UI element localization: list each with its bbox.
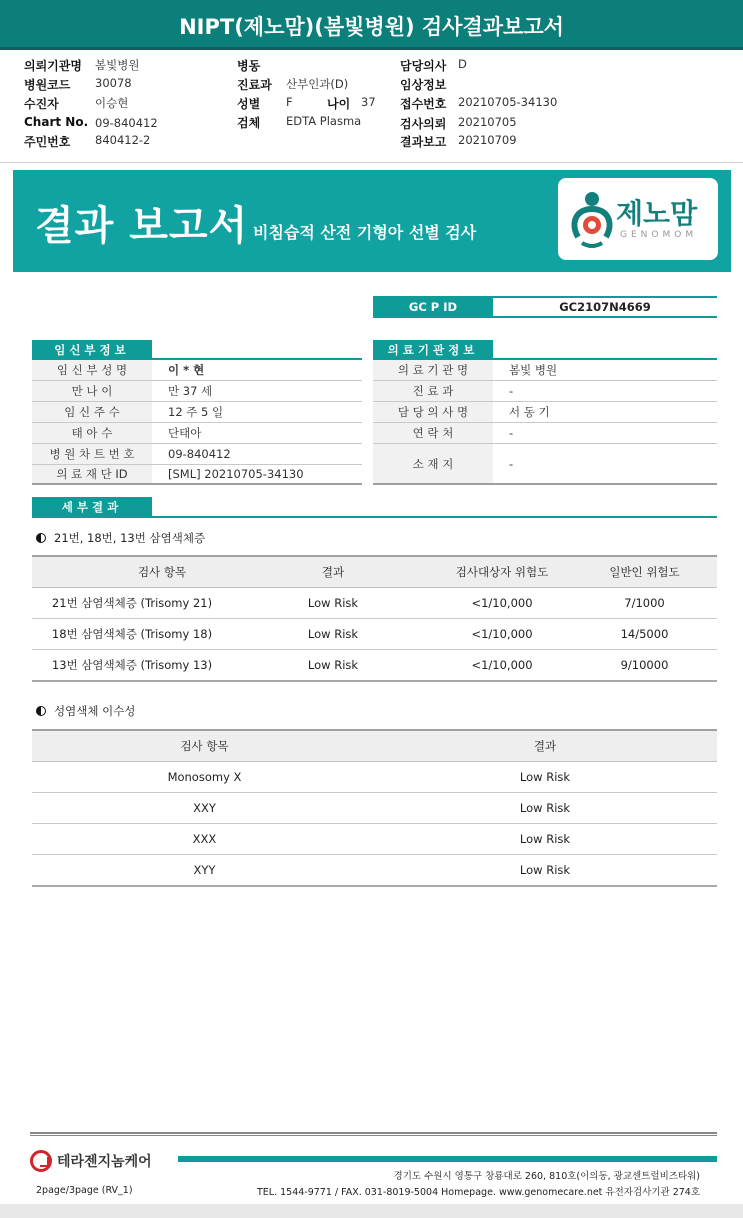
company-logo-icon — [30, 1150, 52, 1172]
table-row — [32, 444, 362, 465]
row-label: 의 료 기 관 명 — [397, 363, 469, 377]
cell: 9/10000 — [620, 658, 669, 672]
column-header: 결과 — [533, 739, 557, 753]
info-value: 봄빛병원 — [95, 58, 140, 72]
cell: 18번 삼염색체증 (Trisomy 18) — [51, 627, 213, 641]
gcp-id-box — [373, 296, 717, 318]
info-value: 09-840412 — [95, 116, 158, 130]
info-value: 20210705-34130 — [458, 95, 558, 109]
detail-results-line — [32, 516, 717, 518]
gcp-id-value: GC2107N4669 — [493, 296, 717, 318]
row-value: 서 동 기 — [509, 405, 550, 419]
genomom-logo — [558, 178, 718, 260]
info-label: 병원코드 — [24, 78, 71, 92]
column-header: 검사대상자 위험도 — [455, 565, 549, 579]
patient-info-block — [0, 0, 743, 160]
footer-accent-bar — [178, 1156, 717, 1162]
row-label: 임 신 부 성 명 — [56, 363, 128, 377]
divider — [0, 162, 743, 163]
banner-title: 결과 보고서 — [35, 203, 249, 249]
table-row — [32, 619, 717, 650]
pregnant-info-table — [32, 360, 362, 485]
cell: Low Risk — [519, 770, 571, 784]
company-name: 테라젠지놈케어 — [57, 1154, 152, 1170]
table-row — [32, 824, 717, 855]
table-row — [373, 423, 717, 444]
pregnant-info-tab: 임신부정보 — [32, 340, 152, 360]
half-circle-icon — [36, 706, 46, 716]
trisomy-heading-text: 21번, 18번, 13번 삼염색체증 — [54, 531, 206, 545]
info-label: Chart No. — [24, 115, 89, 129]
info-value: 840412-2 — [95, 133, 151, 147]
info-label: 담당의사 — [400, 59, 447, 73]
table-row — [32, 360, 362, 381]
logo-korean-text: 제노맘 — [616, 197, 698, 230]
info-value: 산부인과(D) — [286, 77, 349, 91]
table-row — [32, 793, 717, 824]
table-row — [32, 465, 362, 485]
company-logo — [30, 1150, 152, 1172]
cell: 7/1000 — [624, 596, 665, 610]
row-value: 이 * 현 — [168, 363, 205, 377]
cell: XYY — [193, 863, 216, 877]
row-value: - — [509, 426, 514, 440]
info-value: D — [458, 57, 467, 71]
report-title: NIPT(제노맘)(봄빛병원) 검사결과보고서 — [179, 15, 564, 39]
trisomy-heading — [36, 530, 205, 546]
table-row — [373, 402, 717, 423]
table-row — [373, 444, 717, 485]
row-label: 의 료 재 단 ID — [56, 467, 128, 481]
table-row — [32, 381, 362, 402]
row-value: 단태아 — [168, 426, 202, 440]
column-header: 검사 항목 — [180, 739, 229, 753]
row-value: 만 37 세 — [168, 384, 213, 398]
cell: Low Risk — [307, 596, 359, 610]
row-label: 태 아 수 — [71, 426, 113, 440]
table-header — [32, 729, 717, 762]
info-value: EDTA Plasma — [286, 114, 362, 128]
table-row — [32, 855, 717, 887]
row-value: 12 주 5 일 — [168, 405, 224, 419]
logo-english-text: GENOMOM — [620, 230, 698, 240]
row-label: 연 락 처 — [412, 426, 454, 440]
banner-subtitle: 비침습적 산전 기형아 선별 검사 — [253, 223, 477, 242]
sex-chromosome-table — [32, 729, 717, 887]
column-header: 일반인 위험도 — [609, 565, 680, 579]
info-value: 37 — [361, 95, 376, 109]
column-header: 결과 — [321, 565, 345, 579]
row-value: - — [509, 384, 514, 398]
info-value: 30078 — [95, 76, 132, 90]
table-row — [32, 650, 717, 682]
info-value: 20210709 — [458, 133, 517, 147]
info-label: 성별 — [237, 97, 261, 111]
genomom-logo-icon — [568, 187, 616, 251]
cell: <1/10,000 — [471, 596, 533, 610]
info-label: 검사의뢰 — [400, 117, 447, 131]
row-label: 소 재 지 — [412, 456, 454, 471]
sex-chromosome-heading — [36, 703, 135, 719]
info-label: 접수번호 — [400, 97, 447, 111]
footer-divider — [30, 1132, 717, 1134]
table-row — [32, 588, 717, 619]
row-label: 만 나 이 — [71, 384, 113, 398]
page-number: 2page/3page (RV_1) — [36, 1185, 133, 1196]
cell: Low Risk — [307, 658, 359, 672]
info-value: 20210705 — [458, 115, 517, 129]
info-value: F — [286, 95, 293, 109]
institution-info-tab: 의료기관정보 — [373, 340, 493, 360]
info-label: 수진자 — [24, 97, 59, 111]
info-label: 임상정보 — [400, 78, 447, 92]
row-value: - — [509, 456, 514, 471]
row-value: 09-840412 — [168, 447, 231, 461]
info-label: 결과보고 — [400, 135, 447, 149]
row-value: [SML] 20210705-34130 — [168, 467, 304, 481]
info-label: 나이 — [327, 97, 351, 111]
row-value: 봄빛 병원 — [509, 363, 558, 377]
cell: Low Risk — [519, 801, 571, 815]
detail-results-tab: 세부결과 — [32, 497, 152, 517]
row-label: 진 료 과 — [412, 384, 454, 398]
info-label: 주민번호 — [24, 135, 71, 149]
row-label: 병 원 차 트 번 호 — [49, 447, 135, 461]
info-label: 검체 — [237, 116, 261, 130]
half-circle-icon — [36, 533, 46, 543]
cell: Monosomy X — [167, 770, 242, 784]
bottom-edge — [0, 1204, 743, 1218]
cell: 13번 삼염색체증 (Trisomy 13) — [51, 658, 213, 672]
cell: Low Risk — [519, 832, 571, 846]
row-label: 임 신 주 수 — [64, 405, 120, 419]
info-value: 이승현 — [95, 96, 129, 110]
table-row — [32, 423, 362, 444]
info-label: 의뢰기관명 — [24, 59, 82, 73]
footer-divider — [30, 1135, 717, 1136]
column-header: 검사 항목 — [137, 565, 187, 579]
trisomy-table — [32, 555, 717, 683]
footer-address: 경기도 수원시 영통구 창룡대로 260, 810호(이의동, 광교센트럴비즈타워) — [393, 1171, 700, 1182]
footer-contact: TEL. 1544-9771 / FAX. 031-8019-5004 Homepage. www.genomecare.net 유전자검사기관 274호 — [256, 1187, 700, 1198]
table-row — [32, 402, 362, 423]
cell: <1/10,000 — [471, 627, 533, 641]
row-label: 담 당 의 사 명 — [397, 405, 469, 419]
cell: Low Risk — [307, 627, 359, 641]
table-row — [373, 360, 717, 381]
table-header — [32, 555, 717, 588]
info-label: 진료과 — [237, 78, 272, 92]
cell: XXY — [193, 801, 216, 815]
sex-chromosome-heading-text: 성염색체 이수성 — [54, 704, 136, 718]
report-banner — [13, 170, 731, 272]
cell: <1/10,000 — [471, 658, 533, 672]
table-row — [32, 762, 717, 793]
cell: XXX — [192, 832, 217, 846]
gcp-id-label: GC P ID — [373, 296, 493, 318]
table-row — [373, 381, 717, 402]
cell: 21번 삼염색체증 (Trisomy 21) — [51, 596, 213, 610]
institution-info-table — [373, 360, 717, 485]
cell: Low Risk — [519, 863, 571, 877]
info-label: 병동 — [237, 59, 261, 73]
cell: 14/5000 — [620, 627, 669, 641]
